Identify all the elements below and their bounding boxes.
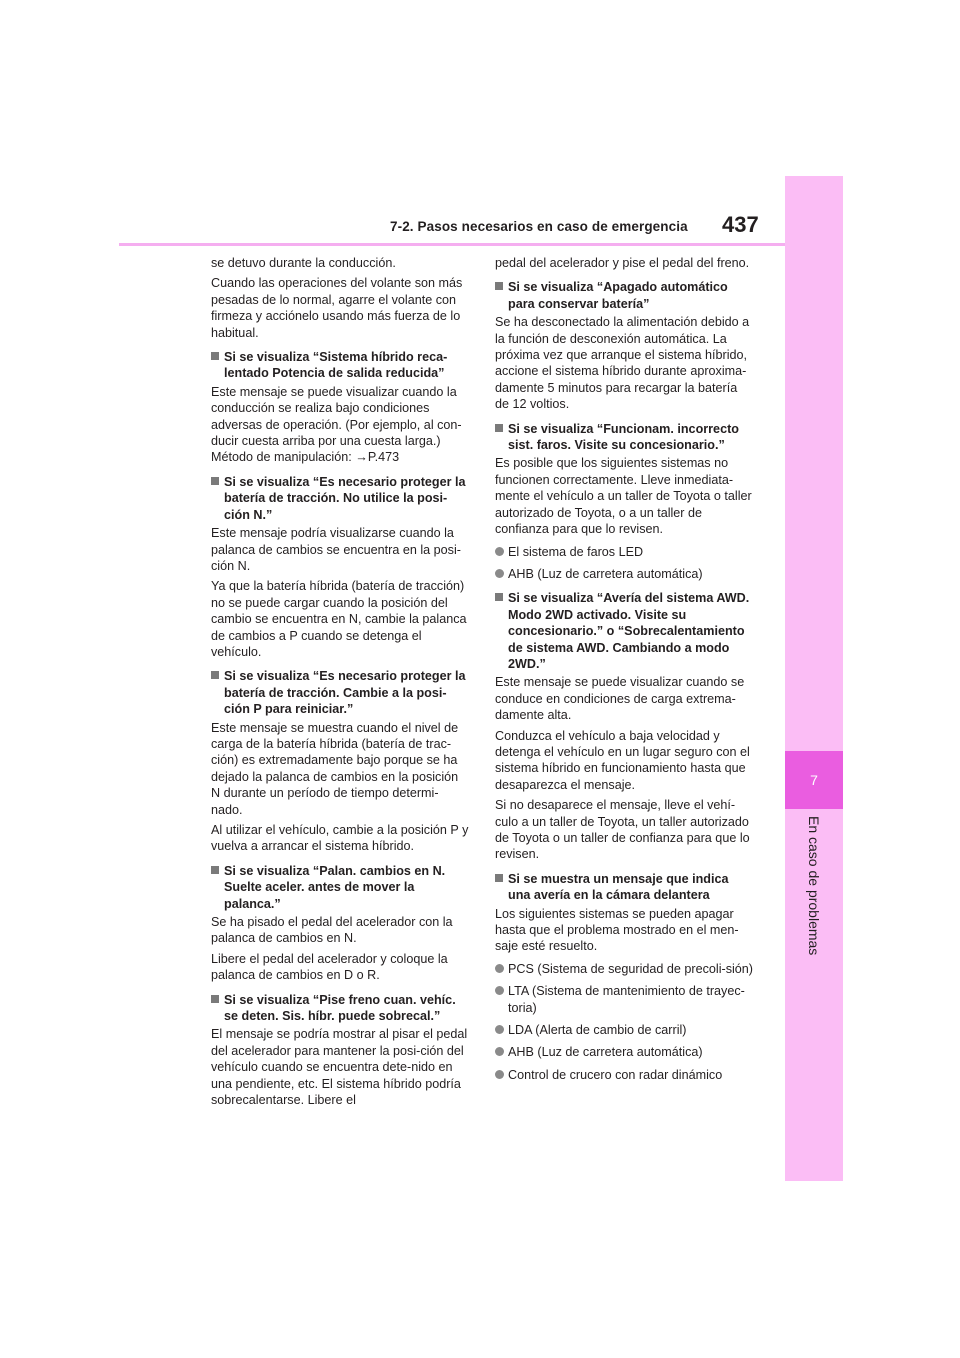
para-text: Es posible que los siguientes sistemas no funcionen correctamente. Lleve inmediata-mente el vehículo a un taller de Toyota o taller autorizado de Toyota, o a un taller de confianza para que lo revisen. <box>495 456 752 537</box>
section-heading <box>211 349 469 382</box>
para-text: Este mensaje se puede visualizar cuando la conducción se realiza bajo condiciones adversas de operación. (Por ejemplo, al con-ducir cuesta arriba por una cuesta larga.) Método de manipulación: →P.473 <box>211 384 462 465</box>
bullet-text: PCS (Sistema de seguridad de precoli-sión) <box>508 961 753 976</box>
circle-bullet-icon <box>495 547 504 556</box>
heading-text: Si se visualiza “Avería del sistema AWD. Modo 2WD activado. Visite su concesionario.” o “Sobrecalentamiento de sistema AWD. Cambiando a modo 2WD.” <box>508 591 750 671</box>
para-text: pedal del acelerador y pise el pedal del freno. <box>495 256 750 270</box>
section-heading <box>495 590 753 672</box>
paragraph <box>495 906 753 955</box>
heading-text: Si se muestra un mensaje que indica una avería en la cámara delantera <box>508 871 729 903</box>
para-text: Los siguientes sistemas se pueden apagar hasta que el problema mostrado en el men-saje esté resuelto. <box>495 906 739 954</box>
square-bullet-icon <box>211 352 219 360</box>
para-text: Conduzca el vehículo a baja velocidad y detenga el vehículo en un lugar seguro con el sistema híbrido en funcionamiento hasta que desaparezca el mensaje. <box>495 728 750 792</box>
section-heading <box>211 474 469 523</box>
square-bullet-icon <box>495 282 503 290</box>
left-column <box>211 255 469 1113</box>
header-divider <box>119 243 785 246</box>
bullet-text: LDA (Alerta de cambio de carril) <box>508 1023 687 1038</box>
paragraph <box>211 525 469 574</box>
circle-bullet-icon <box>495 569 504 578</box>
list-item <box>495 544 753 560</box>
circle-bullet-icon <box>495 1025 504 1034</box>
para-text: Al utilizar el vehículo, cambie a la posición P y vuelva a arrancar el sistema híbrido. <box>211 823 469 854</box>
para-text: Este mensaje se muestra cuando el nivel de carga de la batería híbrida (batería de trac-ción) es extremadamente bajo porque se ha dejado la palanca de cambios en la posición N durante un período de tiempo determi-nado. <box>211 720 459 817</box>
heading-text: Si se visualiza “Funcionam. incorrecto sist. faros. Visite su concesionario.” <box>508 421 739 453</box>
bullet-text: AHB (Luz de carretera automática) <box>508 1045 703 1060</box>
list-item <box>495 983 753 1016</box>
page-number: 437 <box>722 212 759 237</box>
paragraph <box>211 914 469 947</box>
paragraph <box>211 275 469 341</box>
para-text: se detuvo durante la conducción. <box>211 256 396 270</box>
square-bullet-icon <box>495 424 503 432</box>
para-text: Este mensaje podría visualizarse cuando la palanca de cambios se encuentra en la posi-ción N. <box>211 526 461 573</box>
list-item <box>495 961 753 977</box>
paragraph <box>495 728 753 794</box>
paragraph <box>211 578 469 660</box>
paragraph <box>495 797 753 863</box>
heading-text: Si se visualiza “Es necesario proteger la batería de tracción. No utilice la posi-ción N.” <box>224 474 466 522</box>
circle-bullet-icon <box>495 964 504 973</box>
para-text: Si no desaparece el mensaje, lleve el vehí-culo a un taller de Toyota, un taller autorizado de Toyota o un taller de confianza para que lo revisen. <box>495 798 750 862</box>
paragraph <box>211 1026 469 1108</box>
square-bullet-icon <box>495 593 503 601</box>
paragraph <box>211 720 469 818</box>
para-text: Cuando las operaciones del volante son más pesadas de lo normal, agarre el volante con firmeza y acciónelo usando más fuerza de lo habitual. <box>211 276 463 340</box>
paragraph <box>495 255 753 271</box>
paragraph <box>495 314 753 412</box>
paragraph <box>495 674 753 723</box>
section-heading <box>495 421 753 454</box>
list-item <box>495 1067 753 1083</box>
para-text: Libere el pedal del acelerador y coloque la palanca de cambios en D o R. <box>211 951 448 983</box>
heading-text: Si se visualiza “Apagado automático para conservar batería” <box>508 280 728 311</box>
paragraph <box>211 951 469 984</box>
section-heading <box>211 668 469 717</box>
bullet-text: Control de crucero con radar dinámico <box>508 1067 723 1082</box>
bullet-text: LTA (Sistema de mantenimiento de trayec-toria) <box>508 984 745 1015</box>
para-text: Ya que la batería híbrida (batería de tracción) no se puede cargar cuando la posición del cambio se encuentra en N, cambie la palanca de cambios a P cuando se detenga el vehículo. <box>211 579 467 659</box>
paragraph <box>211 384 469 466</box>
heading-text: Si se visualiza “Pise freno cuan. vehíc. se deten. Sis. híbr. puede sobrecal.” <box>224 992 456 1024</box>
chapter-side-tab <box>785 176 843 1181</box>
para-text: Se ha pisado el pedal del acelerador con la palanca de cambios en N. <box>211 915 453 946</box>
bullet-text: El sistema de faros LED <box>508 544 644 559</box>
circle-bullet-icon <box>495 1070 504 1079</box>
section-heading <box>495 871 753 904</box>
circle-bullet-icon <box>495 1047 504 1056</box>
bullet-text: AHB (Luz de carretera automática) <box>508 566 703 581</box>
paragraph <box>211 822 469 855</box>
circle-bullet-icon <box>495 986 504 995</box>
square-bullet-icon <box>495 874 503 882</box>
list-item <box>495 1044 753 1060</box>
chapter-number: 7 <box>785 751 843 809</box>
right-column <box>495 255 753 1087</box>
square-bullet-icon <box>211 866 219 874</box>
list-item <box>495 566 753 582</box>
section-heading <box>211 992 469 1025</box>
list-item <box>495 1022 753 1038</box>
square-bullet-icon <box>211 671 219 679</box>
para-text: Se ha desconectado la alimentación debido a la función de desconexión automática. La próxima vez que arranque el sistema híbrido, accione el sistema híbrido durante aproxima-damente 5 minutos para recargar la batería de 12 voltios. <box>495 315 750 412</box>
paragraph <box>495 455 753 537</box>
square-bullet-icon <box>211 477 219 485</box>
heading-text: Si se visualiza “Sistema híbrido reca-lentado Potencia de salida reducida” <box>224 350 448 381</box>
square-bullet-icon <box>211 995 219 1003</box>
para-text: Este mensaje se puede visualizar cuando se conduce en condiciones de carga extrema-damente alta. <box>495 675 745 723</box>
chapter-title: En caso de problemas <box>806 816 822 956</box>
paragraph <box>211 255 469 271</box>
para-text: El mensaje se podría mostrar al pisar el pedal del acelerador para mantener la posi-ción del vehículo cuando se encuentra dete-nido en una pendiente, etc. El sistema híbrido podría sobrecalentarse. Libere el <box>211 1027 468 1108</box>
section-heading <box>211 863 469 912</box>
section-title: 7-2. Pasos necesarios en caso de emergencia <box>390 219 688 234</box>
heading-text: Si se visualiza “Palan. cambios en N. Suelte aceler. antes de mover la palanca.” <box>224 863 446 911</box>
heading-text: Si se visualiza “Es necesario proteger la batería de tracción. Cambie a la posi-ción P para reiniciar.” <box>224 669 466 717</box>
section-heading <box>495 279 753 312</box>
